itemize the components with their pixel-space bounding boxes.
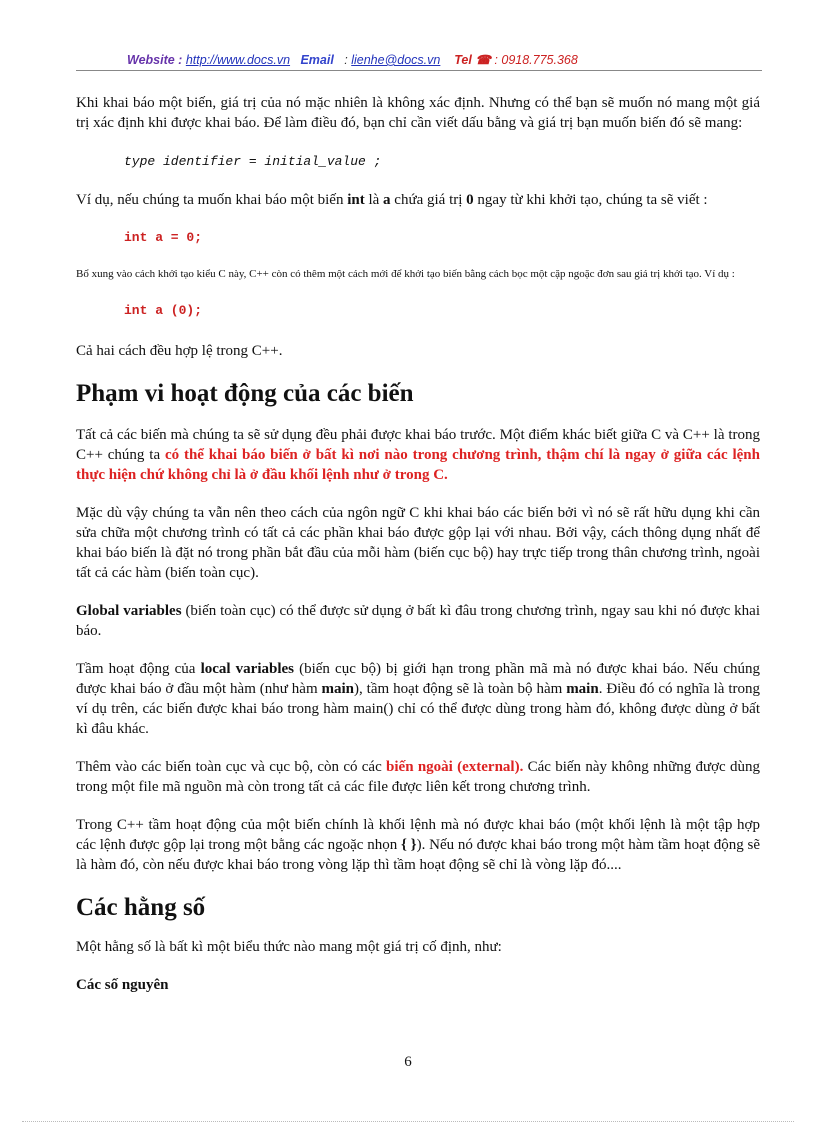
phone-icon: ☎ [475, 53, 491, 67]
paragraph-constant-definition: Một hằng số là bất kì một biểu thức nào mang một giá trị cố định, như: [76, 939, 502, 955]
email-separator: : [344, 53, 348, 67]
paragraph-both-valid: Cả hai cách đều hợp lệ trong C++. [76, 343, 283, 359]
email-label: Email [300, 53, 334, 67]
heading-variable-scope: Phạm vi hoạt động của các biến [76, 380, 414, 407]
paragraph-initialization: Khi khai báo một biến, giá trị của nó mặc nhiên là không xác định. Nhưng có thể bạn sẽ muốn nó mang một giá trị xác định khi được khai báo. Để làm điều đó, bạn chỉ cần viết dấu bằng và giá trị bạn muốn biến đó sẽ mang: [76, 95, 760, 131]
paragraph-global-variables: Global variables (biến toàn cục) có thể được sử dụng ở bất kì đâu trong chương trình, ngay sau khi nó được khai báo. [76, 603, 760, 639]
website-label: Website : [127, 53, 183, 67]
code-example-1: int a = 0; [124, 230, 203, 245]
paragraph-c-style: Mặc dù vậy chúng ta vẫn nên theo cách của ngôn ngữ C khi khai báo các biến bởi vì nó sẽ rất hữu dụng khi cần sửa chữa một chương trình có tất cả các phần khai báo được gộp lại với nhau. Bởi vậy, cách thông dụng nhất để khai báo biến là đặt nó trong phần bắt đầu của mỗi hàm (biến cục bộ) hay trực tiếp trong thân chương trình, ngoài tất cả các hàm (biến toàn cục). [76, 505, 760, 581]
code-syntax: type identifier = initial_value ; [124, 154, 382, 169]
tel-label: Tel [454, 53, 472, 67]
subheading-integers: Các số nguyên [76, 977, 169, 993]
paragraph-example: Ví dụ, nếu chúng ta muốn khai báo một biến int là a chứa giá trị 0 ngay từ khi khởi tạo, chúng ta sẽ viết : [76, 192, 708, 208]
website-link[interactable]: http://www.docs.vn [185, 53, 291, 67]
page-number: 6 [404, 1054, 412, 1070]
paragraph-block-scope: Trong C++ tầm hoạt động của một biến chính là khối lệnh mà nó được khai báo (một khối lệnh là một tập hợp các lệnh được gộp lại trong một bằng các ngoặc nhọn { }). Nếu nó được khai báo trong một hàm tầm hoạt động sẽ là hàm đó, còn nếu được khai báo trong vòng lặp thì tầm hoạt động sẽ chỉ là vòng lặp đó.... [76, 817, 760, 873]
paragraph-cpp-init: Bổ xung vào cách khởi tạo kiểu C này, C++ còn có thêm một cách mới để khởi tạo biến bằng cách bọc một cặp ngoặc đơn sau giá trị khởi tạo. Ví dụ : [76, 268, 735, 280]
paragraph-declare-first: Tất cả các biến mà chúng ta sẽ sử dụng đều phải được khai báo trước. Một điểm khác biết giữa C và C++ là trong C++ chúng ta có thể khai báo biến ở bất kì nơi nào trong chương trình, thậm chí là ngay ở giữa các lệnh thực hiện chứ không chỉ là ở đầu khối lệnh như ở trong C. [76, 427, 760, 483]
tel-value: : 0918.775.368 [494, 53, 578, 67]
email-link[interactable]: lienhe@docs.vn [351, 53, 441, 67]
paragraph-local-variables: Tầm hoạt động của local variables (biến cục bộ) bị giới hạn trong phần mã mà nó được khai báo. Nếu chúng được khai báo ở đầu một hàm (như hàm main), tầm hoạt động sẽ là toàn bộ hàm main. Điều đó có nghĩa là trong ví dụ trên, các biến được khai báo trong hàm main() chỉ có thể được dùng trong hàm đó, không được dùng ở bất kì đâu khác. [76, 661, 760, 737]
code-example-2: int a (0); [124, 303, 203, 318]
header-divider [76, 70, 762, 71]
heading-constants: Các hằng số [76, 894, 206, 921]
page-bottom-divider [22, 1121, 794, 1122]
page-content [76, 93, 760, 995]
page-header [127, 52, 578, 67]
paragraph-external-variables: Thêm vào các biến toàn cục và cục bộ, còn có các biến ngoài (external). Các biến này không những được dùng trong một file mã nguồn mà còn trong tất cả các file được liên kết trong chương trình. [76, 759, 760, 795]
